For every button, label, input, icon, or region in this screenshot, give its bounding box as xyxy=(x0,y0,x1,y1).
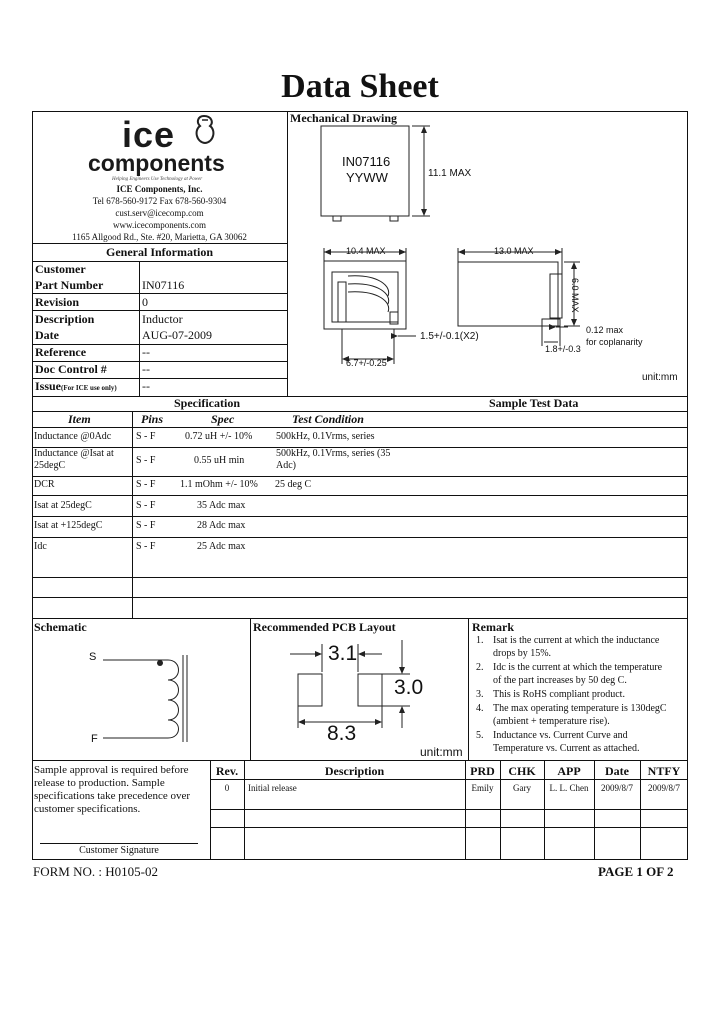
company-name: ICE Components, Inc. xyxy=(116,184,203,194)
approval-note: customer specifications. xyxy=(34,803,141,815)
spec-item: Inductance @0Adc xyxy=(34,431,112,442)
pcb-dim-total: 8.3 xyxy=(327,722,357,745)
col-rev: Rev. xyxy=(215,764,239,778)
col-ntfy: NTFY xyxy=(647,764,681,778)
page-title: Data Sheet xyxy=(281,68,439,105)
dim-height: 11.1 MAX xyxy=(428,168,472,179)
spec-pins: S - F xyxy=(136,520,156,531)
gi-value-date: AUG-07-2009 xyxy=(142,328,212,342)
spec-value: 0.72 uH +/- 10% xyxy=(185,431,253,442)
dim-lead: 1.5+/-0.1(X2) xyxy=(420,331,479,342)
gi-label-issue: Issue(For ICE use only) xyxy=(35,379,117,393)
col-item: Item xyxy=(68,412,91,426)
gi-value-reference: -- xyxy=(142,345,150,359)
gi-label-doc-control: Doc Control # xyxy=(35,362,107,376)
company-phone: Tel 678-560-9172 Fax 678-560-9304 xyxy=(92,196,227,206)
rev-description: Initial release xyxy=(248,783,297,793)
spec-condition: 500kHz, 0.1Vrms, series xyxy=(276,431,375,442)
spec-pins: S - F xyxy=(136,455,156,466)
mech-unit: unit:mm xyxy=(642,372,678,383)
company-email[interactable]: cust.serv@icecomp.com xyxy=(115,208,204,218)
gi-value-doc-control: -- xyxy=(142,362,150,376)
coplanarity-note: for coplanarity xyxy=(586,337,643,347)
spec-value: 35 Adc max xyxy=(197,500,246,511)
spec-pins: S - F xyxy=(136,541,156,552)
gi-value-description: Inductor xyxy=(142,312,183,326)
gi-value-issue: -- xyxy=(142,379,150,393)
spec-pins: S - F xyxy=(136,500,156,511)
part-marking-line1: IN07116 xyxy=(342,154,391,169)
col-test-condition: Test Condition xyxy=(292,412,364,426)
schematic-pin-f: F xyxy=(91,733,98,745)
general-info-heading: General Information xyxy=(106,245,213,259)
pcb-dim-pad-height: 3.0 xyxy=(394,676,424,699)
mechanical-heading: Mechanical Drawing xyxy=(290,111,397,125)
spec-pins: S - F xyxy=(136,431,156,442)
rev-date: 2009/8/7 xyxy=(600,783,633,793)
col-chk: CHK xyxy=(508,764,536,778)
gi-label-reference: Reference xyxy=(35,345,87,359)
spec-condition: 25 deg C xyxy=(275,479,312,490)
form-number: FORM NO. : H0105-02 xyxy=(33,864,158,879)
part-marking-line2: YYWW xyxy=(346,170,388,185)
dim-length: 13.0 MAX xyxy=(494,246,534,256)
company-website[interactable]: www.icecomponents.com xyxy=(113,220,206,230)
gi-label-customer: Customer xyxy=(35,262,86,276)
gi-label-date: Date xyxy=(35,328,59,342)
spec-condition: 500kHz, 0.1Vrms, series (35 Adc) xyxy=(276,448,391,471)
spec-item: DCR xyxy=(34,479,55,490)
pcb-heading: Recommended PCB Layout xyxy=(253,620,396,634)
remark-line: drops by 15%. xyxy=(493,648,552,659)
dim-width: 10.4 MAX xyxy=(346,246,386,256)
remark-num: 4. xyxy=(476,703,484,714)
dim-pad: 1.8+/-0.3 xyxy=(545,344,581,354)
rev-value: 0 xyxy=(224,783,230,793)
pcb-dim-gap: 3.1 xyxy=(328,642,358,665)
remark-line: The max operating temperature is 130degC xyxy=(493,703,667,714)
remark-line: (ambient + temperature rise). xyxy=(493,716,610,727)
inductor-symbol xyxy=(98,650,198,750)
approval-note: specifications take precedence over xyxy=(34,790,191,802)
remark-line: of the part increases by 50 deg C. xyxy=(493,675,627,686)
spec-item: Idc xyxy=(34,541,47,552)
dim-pin-span: 6.7+/-0.25 xyxy=(346,358,387,368)
gi-value-part-number: IN07116 xyxy=(142,278,185,292)
gi-label-description: Description xyxy=(35,312,95,326)
col-spec: Spec xyxy=(211,412,235,426)
rev-prd: Emily xyxy=(471,783,494,793)
col-pins: Pins xyxy=(141,412,164,426)
spec-value: 0.55 uH min xyxy=(194,455,245,466)
rev-app: L. L. Chen xyxy=(549,783,589,793)
tagline: Helping Engineers Use Technology at Power xyxy=(112,177,203,182)
schematic-heading: Schematic xyxy=(34,620,87,634)
col-prd: PRD xyxy=(470,764,495,778)
page-number: PAGE 1 OF 2 xyxy=(598,864,674,879)
col-description: Description xyxy=(324,764,385,778)
col-app: APP xyxy=(557,764,581,778)
remark-line: Isat is the current at which the inductance xyxy=(493,635,660,646)
schematic-pin-s: S xyxy=(89,651,97,663)
logo-wordmark: ice xyxy=(122,114,176,155)
pcb-unit: unit:mm xyxy=(420,745,463,759)
gi-value-revision: 0 xyxy=(142,295,148,309)
spec-value: 1.1 mOhm +/- 10% xyxy=(180,479,258,490)
company-address: 1165 Allgood Rd., Ste. #20, Marietta, GA 30062 xyxy=(72,232,247,242)
approval-note: Sample approval is required before xyxy=(34,764,189,776)
remark-line: Idc is the current at which the temperature xyxy=(493,662,663,673)
spec-pins: S - F xyxy=(136,479,156,490)
rev-chk: Gary xyxy=(513,783,531,793)
spec-value: 28 Adc max xyxy=(197,520,246,531)
dim-side-height: 6.0 MAX xyxy=(570,278,580,313)
remark-num: 5. xyxy=(476,730,484,741)
spec-item: Isat at +125degC xyxy=(34,520,103,531)
remark-heading: Remark xyxy=(472,620,514,634)
spec-item: Inductance @Isat at 25degC xyxy=(34,448,114,471)
customer-signature-label: Customer Signature xyxy=(79,845,159,856)
spec-heading: Specification xyxy=(174,396,240,410)
spec-value: 25 Adc max xyxy=(197,541,246,552)
remark-line: This is RoHS compliant product. xyxy=(493,689,625,700)
col-date: Date xyxy=(605,764,629,778)
penguin-logo-icon xyxy=(190,112,220,146)
gi-label-part-number: Part Number xyxy=(35,278,104,292)
logo-wordmark-components: components xyxy=(88,150,225,176)
remark-line: Inductance vs. Current Curve and xyxy=(493,730,628,741)
dim-coplanarity: 0.12 max xyxy=(586,325,624,335)
remark-num: 2. xyxy=(476,662,484,673)
gi-label-revision: Revision xyxy=(35,295,80,309)
divider xyxy=(32,243,287,244)
spec-item: Isat at 25degC xyxy=(34,500,92,511)
sample-test-heading: Sample Test Data xyxy=(489,396,579,410)
approval-note: release to production. Sample xyxy=(34,777,165,789)
remark-num: 1. xyxy=(476,635,484,646)
remark-num: 3. xyxy=(476,689,484,700)
rev-ntfy: 2009/8/7 xyxy=(647,783,680,793)
pcb-layout-drawing xyxy=(252,636,466,750)
remark-line: Temperature vs. Current as attached. xyxy=(493,743,640,754)
